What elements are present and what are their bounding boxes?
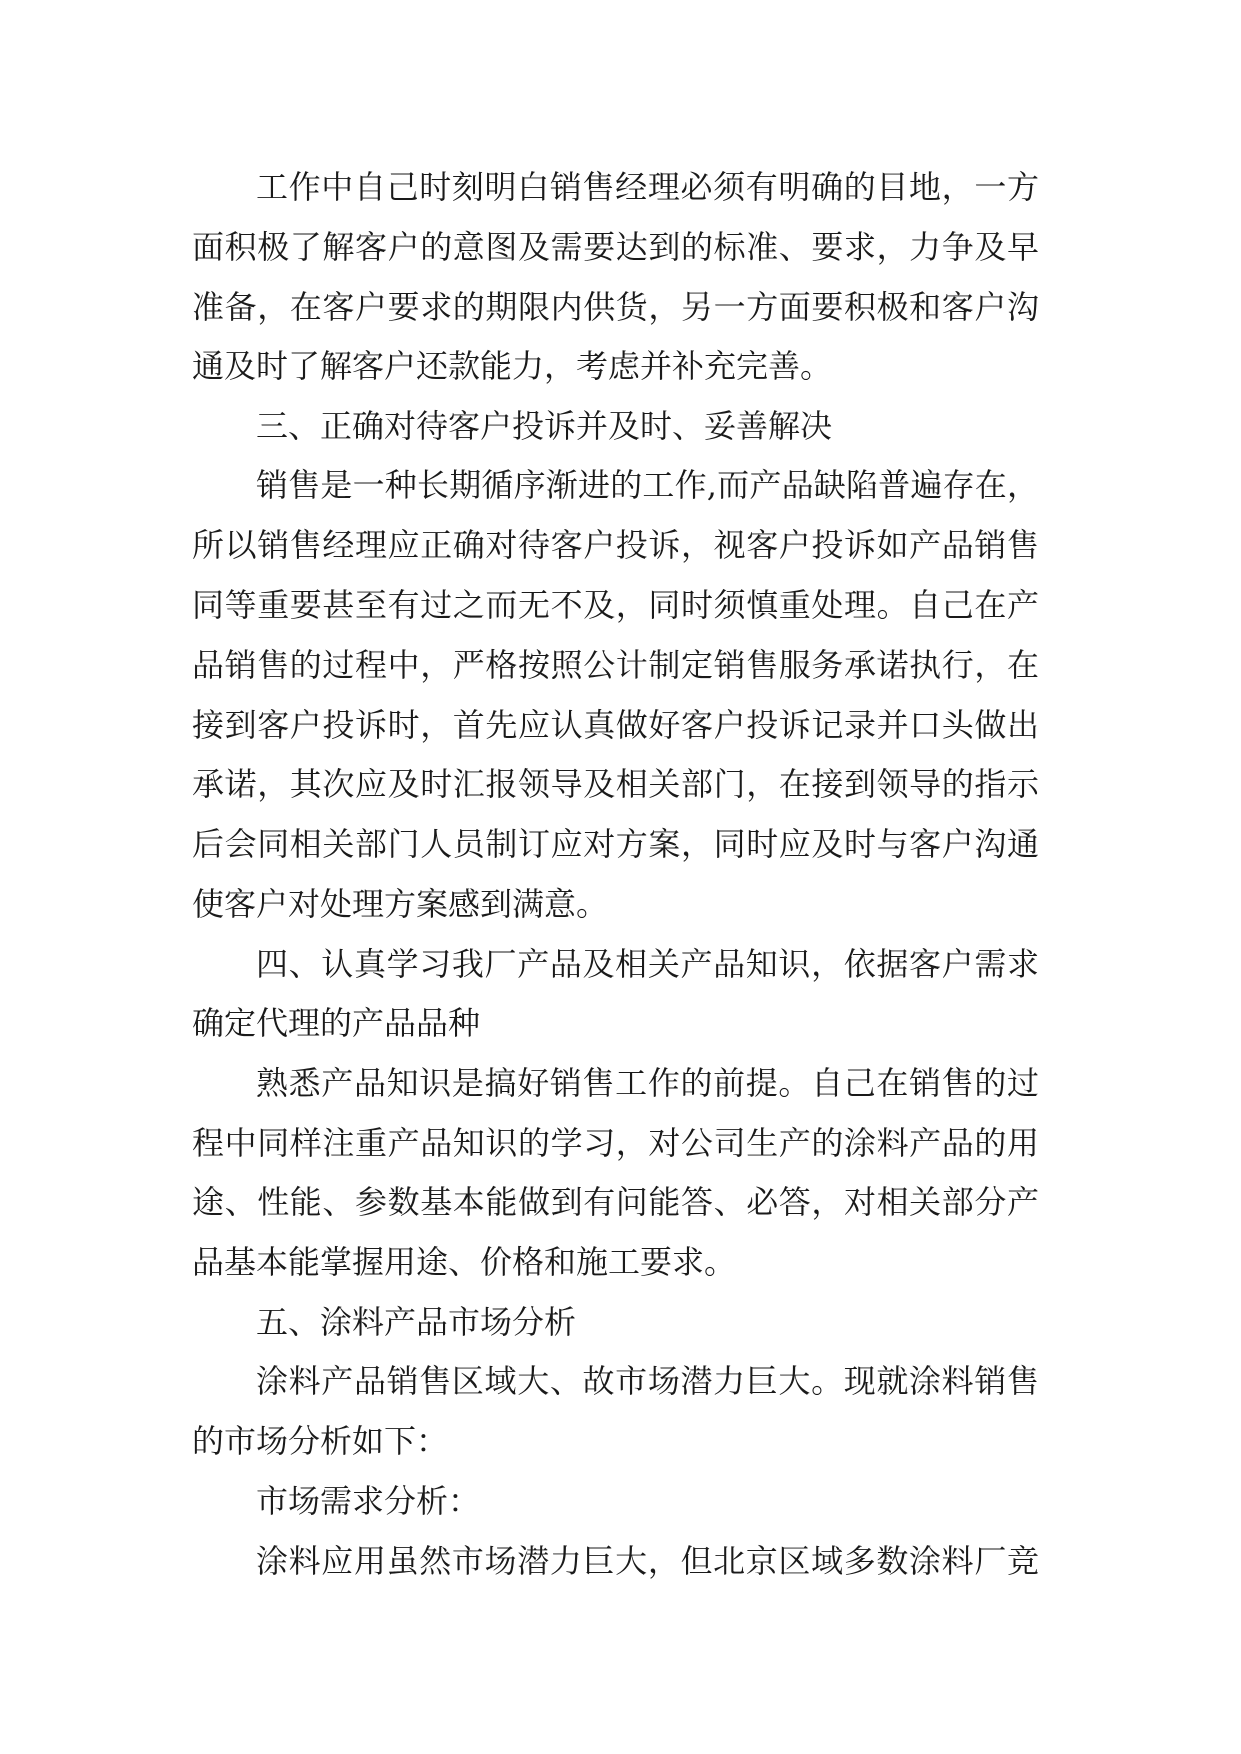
text-line: 的市场分析如下： <box>192 1422 449 1460</box>
section-heading: 四、认真学习我厂产品及相关产品知识，依据客户需求 <box>256 945 1039 983</box>
text-line: 使客户对处理方案感到满意。 <box>192 885 609 923</box>
text-line: 品销售的过程中，严格按照公计制定销售服务承诺执行，在 <box>192 646 1039 684</box>
text-line: 面积极了解客户的意图及需要达到的标准、要求，力争及早 <box>192 228 1039 266</box>
text-line: 接到客户投诉时，首先应认真做好客户投诉记录并口头做出 <box>192 706 1039 744</box>
text-line: 涂料应用虽然市场潜力巨大，但北京区域多数涂料厂竞 <box>256 1542 1039 1580</box>
text-line: 工作中自己时刻明白销售经理必须有明确的目地，一方 <box>256 168 1039 206</box>
section-heading: 三、正确对待客户投诉并及时、妥善解决 <box>256 407 833 445</box>
text-line: 途、性能、参数基本能做到有问能答、必答，对相关部分产 <box>192 1183 1039 1221</box>
subheading: 市场需求分析： <box>256 1482 481 1520</box>
text-line: 涂料产品销售区域大、故市场潜力巨大。现就涂料销售 <box>256 1362 1039 1400</box>
section-heading: 五、涂料产品市场分析 <box>256 1303 577 1341</box>
text-line: 后会同相关部门人员制订应对方案，同时应及时与客户沟通 <box>192 825 1039 863</box>
text-line: 程中同样注重产品知识的学习，对公司生产的涂料产品的用 <box>192 1124 1039 1162</box>
text-line: 所以销售经理应正确对待客户投诉，视客户投诉如产品销售 <box>192 526 1039 564</box>
text-line: 承诺，其次应及时汇报领导及相关部门，在接到领导的指示 <box>192 765 1039 803</box>
text-line: 熟悉产品知识是搞好销售工作的前提。自己在销售的过 <box>256 1064 1039 1102</box>
section-heading: 确定代理的产品品种 <box>192 1004 481 1042</box>
text-line: 通及时了解客户还款能力，考虑并补充完善。 <box>192 347 833 385</box>
text-line: 销售是一种长期循序渐进的工作,而产品缺陷普遍存在， <box>256 466 1039 504</box>
text-line: 准备，在客户要求的期限内供货，另一方面要积极和客户沟 <box>192 288 1039 326</box>
text-line: 同等重要甚至有过之而无不及，同时须慎重处理。自己在产 <box>192 586 1039 624</box>
text-line: 品基本能掌握用途、价格和施工要求。 <box>192 1243 737 1281</box>
